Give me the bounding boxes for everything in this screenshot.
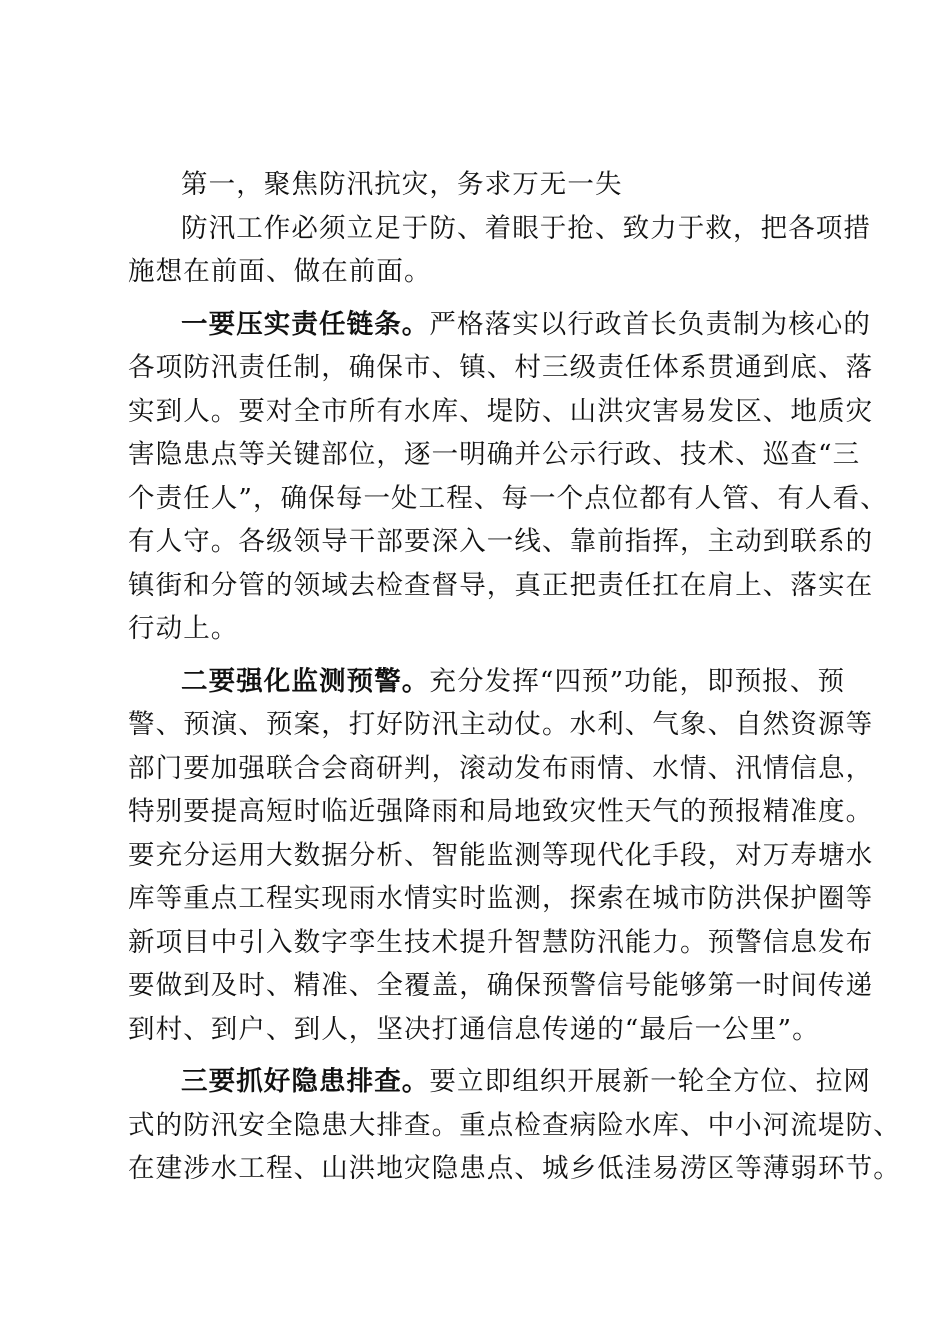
paragraph-line: 个责任人”，确保每一处工程、每一个点位都有人管、有人看、 bbox=[128, 482, 888, 514]
intro-paragraph bbox=[128, 207, 871, 294]
paragraph-line: 部门要加强联合会商研判，滚动发布雨情、水情、汛情信息， bbox=[128, 752, 874, 784]
paragraph-line: 式的防汛安全隐患大排查。重点检查病险水库、中小河流堤防、 bbox=[128, 1109, 901, 1141]
paragraph-line: 施想在前面、做在前面。 bbox=[128, 256, 432, 287]
paragraph-line: 防汛工作必须立足于防、着眼于抢、致力于救，把各项措 bbox=[181, 212, 871, 244]
paragraph-line: 镇街和分管的领域去检查督导，真正把责任扛在肩上、落实在 bbox=[128, 569, 874, 601]
document-page bbox=[128, 163, 901, 1191]
first-line-rest: 要立即组织开展新一轮全方位、拉网 bbox=[429, 1066, 872, 1097]
paragraph-line: 行动上。 bbox=[128, 613, 239, 644]
paragraph-first-line bbox=[128, 303, 872, 347]
paragraph-line: 在建涉水工程、山洪地灾隐患点、城乡低洼易涝区等薄弱环节。 bbox=[128, 1153, 901, 1184]
paragraph-line: 害隐患点等关键部位，逐一明确并公示行政、技术、巡查“三 bbox=[128, 439, 861, 470]
first-line-rest: 严格落实以行政首长负责制为核心的 bbox=[429, 308, 872, 340]
paragraph-line: 要充分运用大数据分析、智能监测等现代化手段，对万寿塘水 bbox=[128, 839, 874, 871]
section-responsibility bbox=[128, 303, 888, 651]
paragraph-line: 警、预演、预案，打好防汛主动仗。水利、气象、自然资源等 bbox=[128, 709, 874, 740]
paragraph-line: 特别要提高短时临近强降雨和局地致灾性天气的预报精准度。 bbox=[128, 796, 874, 827]
paragraph-line: 有人守。各级领导干部要深入一线、靠前指挥，主动到联系的 bbox=[128, 526, 874, 557]
paragraph-first-line bbox=[128, 1060, 872, 1104]
paragraph-line: 库等重点工程实现雨水情实时监测，探索在城市防洪保护圈等 bbox=[128, 883, 874, 914]
paragraph-line: 到村、到户、到人，坚决打通信息传递的“最后一公里”。 bbox=[128, 1013, 820, 1045]
section-hazard-inspection bbox=[128, 1060, 901, 1191]
section-lead: 二要强化监测预警。 bbox=[181, 665, 430, 697]
paragraph-line: 要做到及时、精准、全覆盖，确保预警信号能够第一时间传递 bbox=[128, 970, 874, 1001]
paragraph-line: 各项防汛责任制，确保市、镇、村三级责任体系贯通到底、落 bbox=[128, 352, 874, 383]
section-lead: 一要压实责任链条。 bbox=[181, 308, 430, 340]
paragraph-line: 新项目中引入数字孪生技术提升智慧防汛能力。预警信息发布 bbox=[128, 926, 874, 958]
paragraph-line: 实到人。要对全市所有水库、堤防、山洪灾害易发区、地质灾 bbox=[128, 395, 874, 427]
section-lead: 三要抓好隐患排查。 bbox=[181, 1066, 430, 1097]
section-monitoring bbox=[128, 660, 874, 1052]
paragraph-first-line bbox=[128, 660, 846, 704]
first-line-rest: 充分发挥“四预”功能，即预报、预 bbox=[429, 665, 846, 697]
section-heading: 第一，聚焦防汛抗灾，务求万无一失 bbox=[181, 169, 623, 200]
